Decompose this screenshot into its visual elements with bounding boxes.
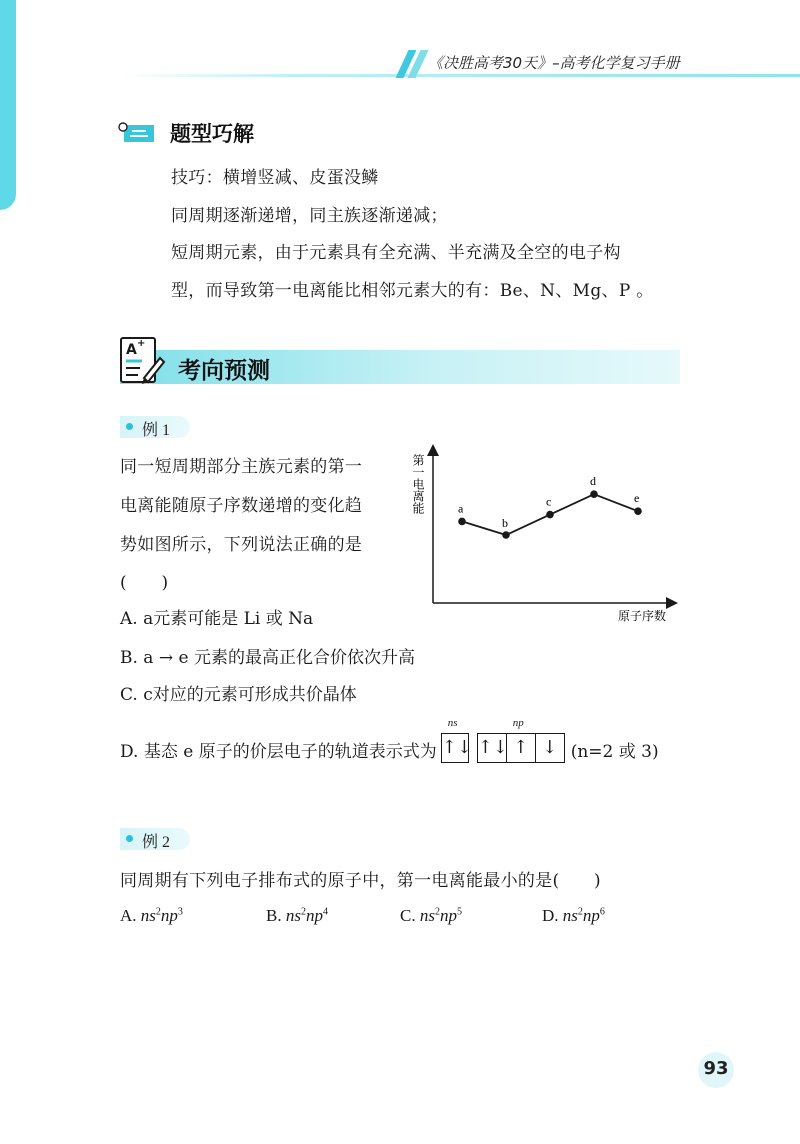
config-exp: 2 <box>434 906 440 918</box>
orbital-box: ↓ <box>535 733 565 763</box>
svg-text:+: + <box>137 338 146 349</box>
orbital-box: ↑ <box>506 733 536 763</box>
config-exp: 2 <box>577 906 583 918</box>
tip-line: 型，而导致第一电离能比相邻元素大的有：Be、N、Mg、P 。 <box>171 281 654 301</box>
section-heading: 考向预测 <box>178 358 270 384</box>
option-letter: A. <box>120 906 137 925</box>
example-tag <box>120 416 190 438</box>
option-d[interactable] <box>120 717 659 765</box>
orbital-box: ↑↓ <box>477 733 507 763</box>
config-exp: 2 <box>300 906 306 918</box>
tag-dot-icon <box>126 423 133 430</box>
orbital-ns <box>441 717 472 765</box>
config-np: np <box>160 906 178 925</box>
config-ns: ns <box>140 906 156 925</box>
page-number: 93 <box>703 1058 729 1079</box>
point-label-e: e <box>634 491 640 506</box>
data-point-a <box>458 518 466 526</box>
option-c[interactable]: C. c对应的元素可形成共价晶体 <box>120 685 357 705</box>
point-label-a: a <box>458 501 464 516</box>
config-exp: 4 <box>322 906 328 918</box>
tip-line: 同周期逐渐递增，同主族逐渐递减； <box>171 206 448 226</box>
config-np: np <box>305 906 323 925</box>
config-np: np <box>439 906 457 925</box>
option-d-suffix: (n=2 或 3) <box>570 741 659 762</box>
config-exp: 2 <box>155 906 161 918</box>
option-d-text: D. 基态 e 原子的价层电子的轨道表示式为 <box>120 741 437 762</box>
answer-blank: ( ) <box>120 573 169 593</box>
header-rule <box>120 74 800 77</box>
data-point-c <box>546 511 554 519</box>
point-label-d: d <box>590 474 596 489</box>
question-stem: 同周期有下列电子排布式的原子中，第一电离能最小的是( ) <box>120 871 601 891</box>
option-a[interactable] <box>120 906 183 926</box>
option-d[interactable] <box>542 906 605 926</box>
section-heading: 题型巧解 <box>170 122 254 146</box>
option-b[interactable] <box>266 906 328 926</box>
x-axis-label: 原子序数 <box>618 609 667 623</box>
point-label-b: b <box>502 516 508 530</box>
orbital-ns-label: ns <box>447 717 458 729</box>
config-np: np <box>582 906 600 925</box>
config-exp: 5 <box>456 906 462 918</box>
tip-line: 技巧：横增竖减、皮蛋没鳞 <box>171 168 379 188</box>
example-tag-label: 例 1 <box>142 422 171 439</box>
option-letter: D. <box>542 906 559 925</box>
tip-line: 短周期元素，由于元素具有全充满、半充满及全空的电子构 <box>171 243 621 263</box>
config-ns: ns <box>419 906 435 925</box>
tag-dot-icon <box>126 835 133 842</box>
option-c[interactable] <box>400 906 462 926</box>
point-label-c: c <box>546 494 552 509</box>
orbital-np-label: np <box>512 717 524 729</box>
example-tag <box>120 828 190 850</box>
y-axis-label: 第一电离能 <box>411 454 425 514</box>
question-stem-line: 电离能随原子序数递增的变化趋 <box>120 496 363 516</box>
header-title: 《决胜高考30天》–高考化学复习手册 <box>428 54 680 72</box>
option-letter: C. <box>400 906 416 925</box>
pen-paper-icon <box>118 334 166 386</box>
question-stem-line: 同一短周期部分主族元素的第一 <box>120 457 363 477</box>
orbital-box: ↑↓ <box>441 733 469 763</box>
config-exp: 6 <box>599 906 605 918</box>
section-marker-icon <box>118 122 154 144</box>
question-stem-line: 势如图所示，下列说法正确的是 <box>120 535 363 555</box>
page-edge-tab <box>0 0 16 210</box>
option-letter: B. <box>266 906 282 925</box>
example-tag-label: 例 2 <box>142 834 171 851</box>
option-a[interactable]: A. a元素可能是 Li 或 Na <box>120 609 314 629</box>
data-point-d <box>590 490 598 498</box>
data-point-e <box>634 507 642 515</box>
data-point-b <box>502 531 510 539</box>
option-b[interactable]: B. a → e 元素的最高正化合价依次升高 <box>120 648 415 668</box>
svg-text:A: A <box>126 342 137 358</box>
orbital-np <box>477 717 567 765</box>
config-exp: 3 <box>177 906 183 918</box>
config-ns: ns <box>562 906 578 925</box>
ionization-energy-chart <box>400 440 690 630</box>
config-ns: ns <box>285 906 301 925</box>
